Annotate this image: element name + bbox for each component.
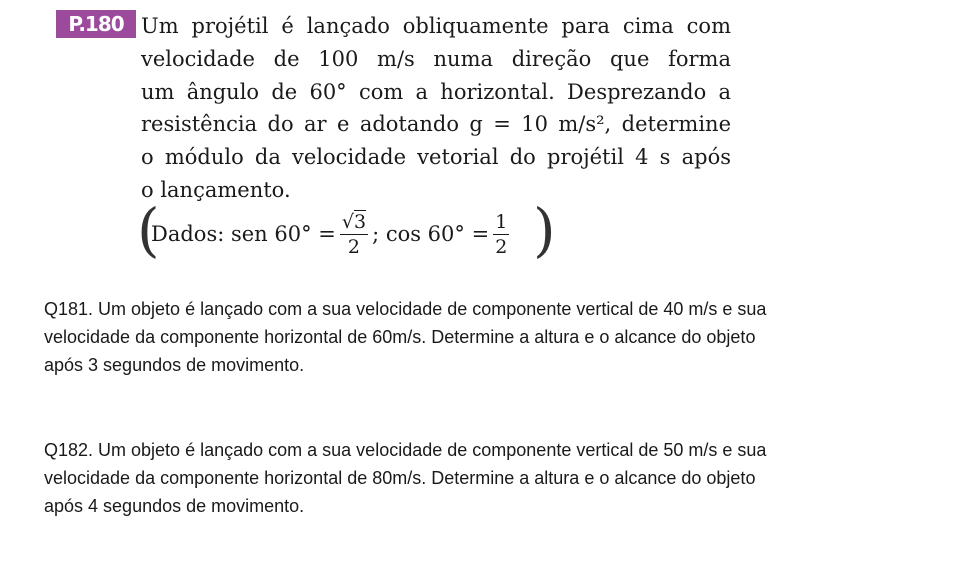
sen-denominator: 2 [347, 235, 361, 258]
cos-numerator: 1 [495, 210, 508, 233]
question-line: velocidade da componente horizontal de 60m/s. Determine a altura e o alcance do objeto [44, 327, 756, 347]
problem-line: velocidade de 100 m/s numa direção que forma [141, 46, 731, 71]
left-parenthesis: ( [137, 196, 160, 264]
square-root-icon: √ [341, 210, 354, 233]
question-line: Q182. Um objeto é lançado com a sua velocidade de componente vertical de 50 m/s e sua [44, 440, 767, 460]
cos-denominator: 2 [495, 235, 508, 258]
question-181 [44, 295, 944, 379]
question-182 [44, 436, 944, 520]
given-cos-label: ; cos 60° = [372, 222, 490, 246]
problem-line: o lançamento. [141, 177, 291, 202]
sen-radicand: 3 [353, 210, 367, 233]
given-data-row [151, 198, 513, 270]
question-line: velocidade da componente horizontal de 80m/s. Determine a altura e o alcance do objeto [44, 468, 756, 488]
cos-fraction [493, 210, 509, 259]
problem-line: o módulo da velocidade vetorial do projétil 4 s após [141, 145, 731, 170]
question-line: após 3 segundos de movimento. [44, 355, 305, 375]
sen-fraction [340, 210, 368, 259]
sen-numerator [340, 210, 368, 235]
right-parenthesis: ) [533, 196, 556, 264]
problem-statement [141, 10, 731, 207]
problem-line: um ângulo de 60° com a horizontal. Desprezando a [141, 79, 731, 104]
given-data [137, 198, 557, 270]
problem-line: resistência do ar e adotando g = 10 m/s², determine [141, 112, 731, 137]
problem-number-badge: P.180 [56, 10, 136, 38]
question-line: Q181. Um objeto é lançado com a sua velocidade de componente vertical de 40 m/s e sua [44, 299, 767, 319]
problem-line: Um projétil é lançado obliquamente para cima com [141, 14, 731, 38]
given-sen-label: Dados: sen 60° = [151, 222, 336, 246]
question-line: após 4 segundos de movimento. [44, 496, 305, 516]
